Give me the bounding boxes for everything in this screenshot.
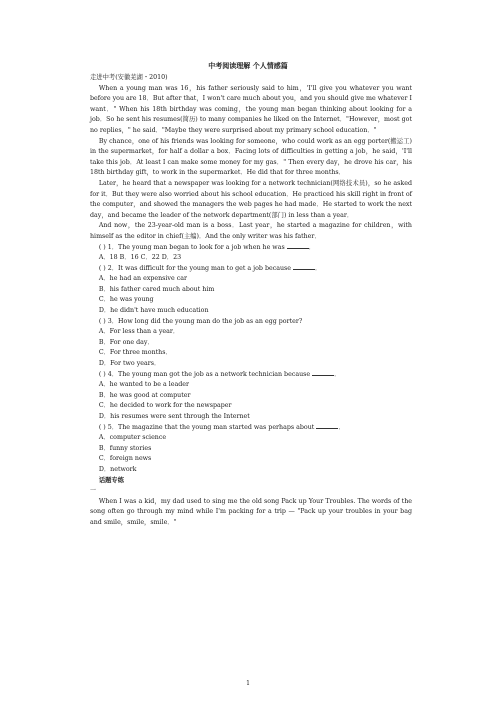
- answer-blank: [287, 243, 309, 249]
- question-1: ( ) 1．The young man began to look for a job when he was ．: [98, 243, 315, 251]
- passage-paragraph: By chance，one of his friends was looking for someone，who could work as an egg porter(搬运工) in the supermarket，for half a dollar a box．Facing lots of difficulties in getting a job，he said，'I'll take this job．At least I can make some money for my gas．" Then every day，he drove his car，his 18th birthday gift，to work in the supermarket．He did that for three months．: [90, 137, 412, 177]
- option-c: C．he decided to work for the newspaper: [98, 402, 232, 410]
- question-2: ( ) 2．It was difficult for the young man to get a job because ．: [98, 264, 322, 272]
- answer-blank: [312, 370, 334, 376]
- option-b: B．his father cared much about him: [98, 285, 215, 293]
- document-body: [90, 73, 412, 529]
- answer-blank: [316, 423, 338, 429]
- question-1-options: A．18 B．16 C．22 D．23: [98, 254, 182, 262]
- passage-paragraph: And now，the 23-year-old man is a boss．Last year，he started a magazine for children，with himself as the editor in chief(主编)．And the only writer was his father．: [90, 222, 412, 240]
- question-5: ( ) 5．The magazine that the young man started was perhaps about ．: [98, 423, 345, 431]
- question-4: ( ) 4．The young man got the job as a network technician because ．: [98, 370, 341, 378]
- option-b: B．For one day．: [98, 338, 154, 346]
- answer-blank: [293, 264, 315, 270]
- passage-paragraph: When a young man was 16，his father seriously said to him，'I'll give you whatever you want before you are 18．But after that，I won't care much about you，and you should give me whatever I want．" When his 18th birthday was coming，the young man began thinking about looking for a job．So he sent his resumes(简历) to many companies he liked on the Internet．"However，most got no replies，" he said．"Maybe they were surprised about my primary school education．": [90, 84, 412, 134]
- option-d: D．For two years．: [98, 360, 161, 368]
- option-d: D．network: [98, 465, 137, 473]
- option-d: D．he didn't have much education: [98, 307, 209, 315]
- passage-paragraph: Later，he heard that a newspaper was looking for a network technician(网络技术员)，so he asked for it．But they were also worried about his school education．He practiced his skill right in front of the computer，and showed the managers the web pages he had made．He started to work the next day，and became the leader of the network department(部门) in less than a year．: [90, 179, 412, 219]
- page-number: 1: [246, 680, 250, 687]
- page-title: 中考阅读理解 个人情感篇: [208, 61, 288, 70]
- section-number: 一: [90, 487, 97, 495]
- option-a: A．he wanted to be a leader: [98, 381, 190, 389]
- passage-paragraph: When I was a kid，my dad used to sing me the old song Pack up Your Troubles. The words of the song often go through my mind while I'm packing for a trip — "Pack up your troubles in your bag and smile，smile，smile．": [90, 497, 412, 526]
- option-d: D．his resumes were sent through the Internet: [98, 413, 250, 420]
- option-a: A．he had an expensive car: [98, 275, 188, 283]
- option-c: C．foreign news: [98, 455, 152, 463]
- option-a: A．For less than a year．: [98, 328, 180, 336]
- question-3: ( ) 3．How long did the young man do the job as an egg porter?: [98, 317, 303, 325]
- section-heading: 话题专练: [98, 476, 124, 484]
- option-c: C．he was young: [98, 296, 154, 304]
- source-line: 走进中考(安徽芜湖・2010): [90, 74, 168, 81]
- option-c: C．For three months．: [98, 349, 172, 357]
- option-a: A．computer science: [98, 434, 167, 442]
- option-b: B．he was good at computer: [98, 391, 191, 399]
- option-b: B．funny stories: [98, 444, 152, 452]
